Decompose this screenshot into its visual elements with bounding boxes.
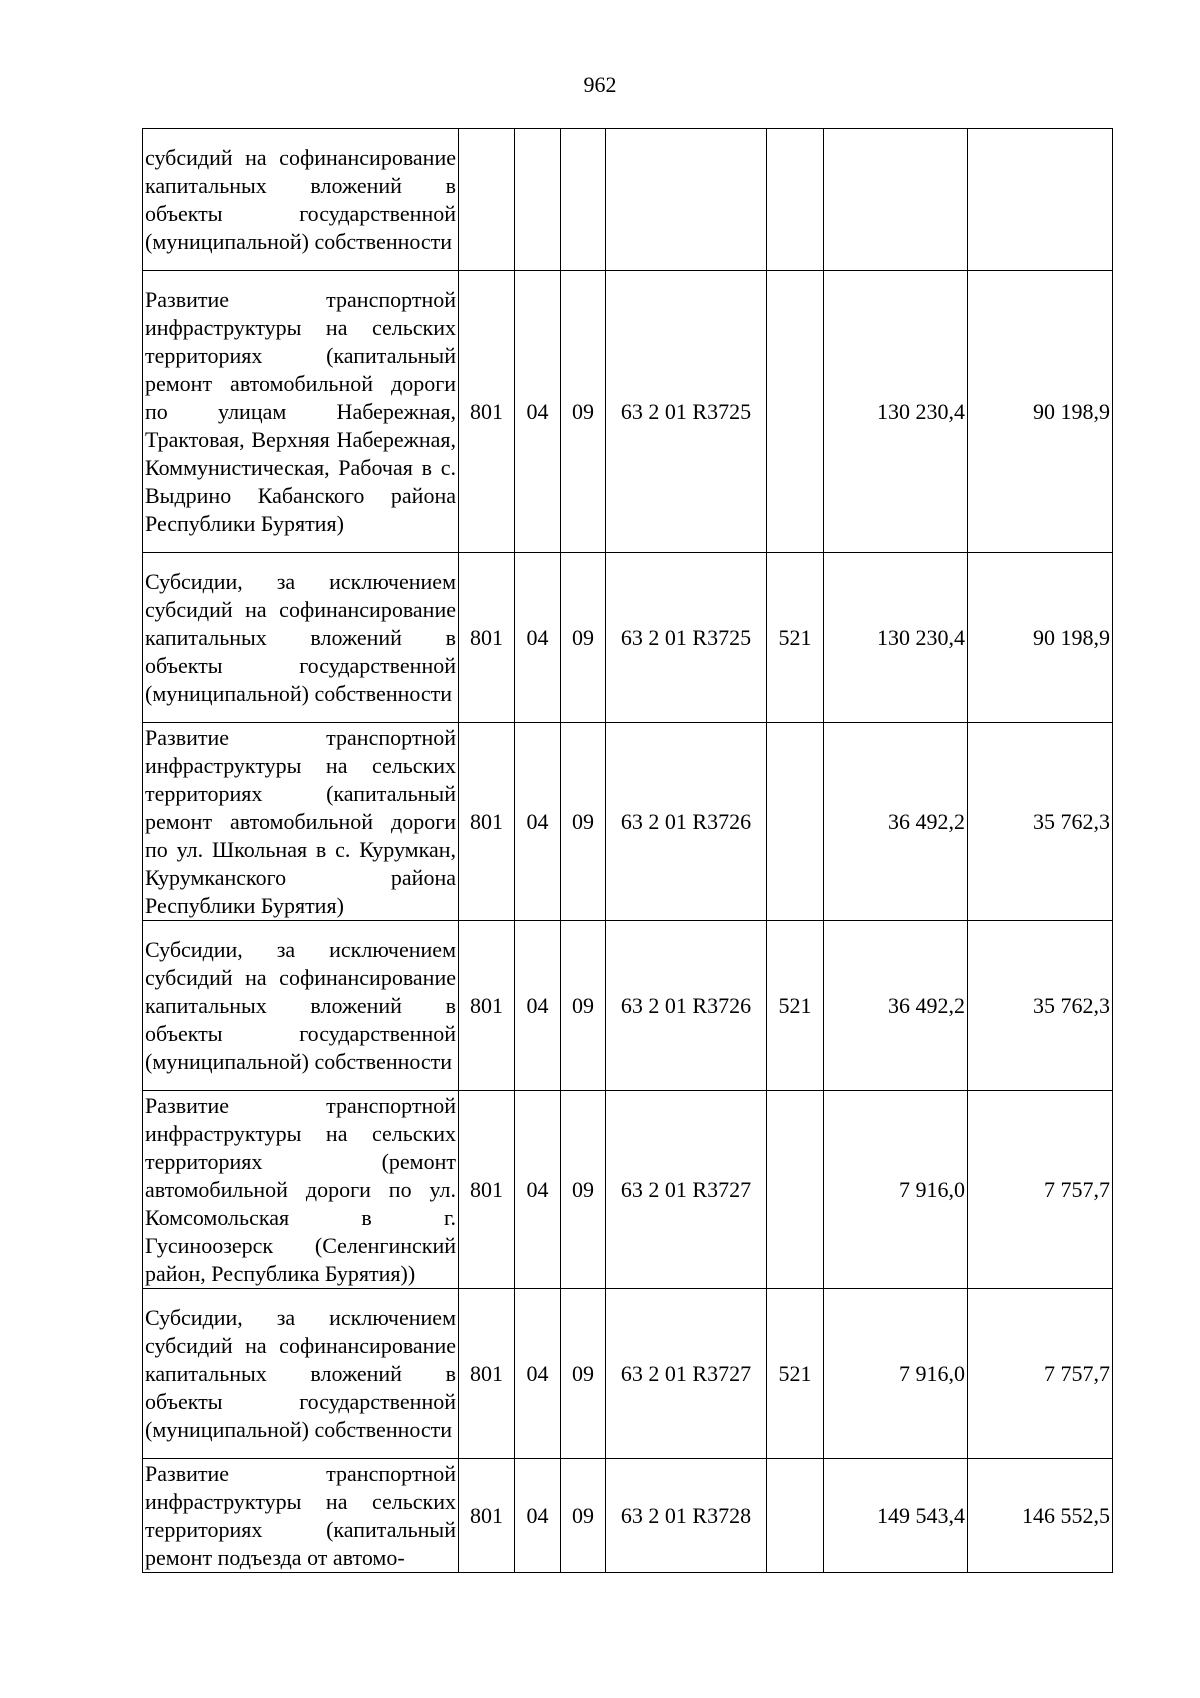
row-sum2: 90 198,9: [968, 271, 1113, 553]
budget-table: [142, 128, 1113, 1573]
row-pr: [561, 129, 606, 271]
table-row: [143, 271, 1113, 553]
row-pr: 09: [561, 1289, 606, 1459]
row-ved: [459, 129, 515, 271]
row-vr: 521: [767, 553, 824, 723]
table-row: [143, 129, 1113, 271]
row-name: субсидий на софинансирование капитальных вложений в объекты государственной (муниципальной) собственности: [143, 129, 459, 271]
row-name: Развитие транспортной инфраструктуры на сельских территориях (капитальный ремонт автомобильной дороги по улицам Набережная, Трактовая, Верхняя Набережная, Коммунистическая, Рабочая в с. Выдрино Кабанского района Республики Бурятия): [143, 271, 459, 553]
row-vr: [767, 723, 824, 921]
row-pr: 09: [561, 1091, 606, 1289]
row-sum2: 7 757,7: [968, 1091, 1113, 1289]
row-sum2: 7 757,7: [968, 1289, 1113, 1459]
table-row: [143, 1289, 1113, 1459]
row-rz: 04: [515, 271, 561, 553]
row-pr: 09: [561, 553, 606, 723]
row-vr: [767, 271, 824, 553]
row-vr: 521: [767, 1289, 824, 1459]
row-pr: 09: [561, 271, 606, 553]
row-csr: 63 2 01 R3727: [606, 1091, 767, 1289]
row-sum1: 149 543,4: [824, 1459, 968, 1573]
row-sum2: 90 198,9: [968, 553, 1113, 723]
row-csr: 63 2 01 R3726: [606, 921, 767, 1091]
row-sum1: 130 230,4: [824, 553, 968, 723]
row-sum2: 35 762,3: [968, 723, 1113, 921]
table-row: [143, 1459, 1113, 1573]
row-name: Развитие транспортной инфраструктуры на сельских территориях (капитальный ремонт подъезда от автомо-: [143, 1459, 459, 1573]
table-row: [143, 921, 1113, 1091]
row-csr: 63 2 01 R3727: [606, 1289, 767, 1459]
row-sum1: 36 492,2: [824, 921, 968, 1091]
row-vr: [767, 129, 824, 271]
table-row: [143, 553, 1113, 723]
row-rz: 04: [515, 553, 561, 723]
row-vr: [767, 1091, 824, 1289]
row-sum1: [824, 129, 968, 271]
row-rz: 04: [515, 1289, 561, 1459]
row-sum1: 7 916,0: [824, 1289, 968, 1459]
row-name: Субсидии, за исключением субсидий на софинансирование капитальных вложений в объекты государственной (муниципальной) собственности: [143, 553, 459, 723]
row-csr: 63 2 01 R3725: [606, 271, 767, 553]
row-vr: [767, 1459, 824, 1573]
row-sum1: 36 492,2: [824, 723, 968, 921]
row-pr: 09: [561, 1459, 606, 1573]
row-name: Развитие транспортной инфраструктуры на сельских территориях (капитальный ремонт автомобильной дороги по ул. Школьная в с. Курумкан, Курумканского района Республики Бурятия): [143, 723, 459, 921]
row-sum1: 130 230,4: [824, 271, 968, 553]
row-csr: 63 2 01 R3725: [606, 553, 767, 723]
row-sum2: 35 762,3: [968, 921, 1113, 1091]
row-pr: 09: [561, 723, 606, 921]
row-rz: 04: [515, 1459, 561, 1573]
row-ved: 801: [459, 553, 515, 723]
row-pr: 09: [561, 921, 606, 1091]
row-ved: 801: [459, 723, 515, 921]
row-name: Развитие транспортной инфраструктуры на сельских территориях (ремонт автомобильной дороги по ул. Комсомольская в г. Гусиноозерск (Селенгинский район, Республика Бурятия)): [143, 1091, 459, 1289]
row-sum2: [968, 129, 1113, 271]
row-name: Субсидии, за исключением субсидий на софинансирование капитальных вложений в объекты государственной (муниципальной) собственности: [143, 1289, 459, 1459]
row-ved: 801: [459, 1289, 515, 1459]
row-rz: 04: [515, 921, 561, 1091]
row-ved: 801: [459, 921, 515, 1091]
table-row: [143, 723, 1113, 921]
table-body: [143, 129, 1113, 1573]
page-number: 962: [583, 72, 617, 97]
row-name: Субсидии, за исключением субсидий на софинансирование капитальных вложений в объекты государственной (муниципальной) собственности: [143, 921, 459, 1091]
row-vr: 521: [767, 921, 824, 1091]
row-csr: 63 2 01 R3726: [606, 723, 767, 921]
row-csr: [606, 129, 767, 271]
row-sum1: 7 916,0: [824, 1091, 968, 1289]
table-row: [143, 1091, 1113, 1289]
row-ved: 801: [459, 271, 515, 553]
row-ved: 801: [459, 1091, 515, 1289]
row-rz: 04: [515, 723, 561, 921]
row-ved: 801: [459, 1459, 515, 1573]
row-csr: 63 2 01 R3728: [606, 1459, 767, 1573]
row-rz: [515, 129, 561, 271]
row-rz: 04: [515, 1091, 561, 1289]
row-sum2: 146 552,5: [968, 1459, 1113, 1573]
